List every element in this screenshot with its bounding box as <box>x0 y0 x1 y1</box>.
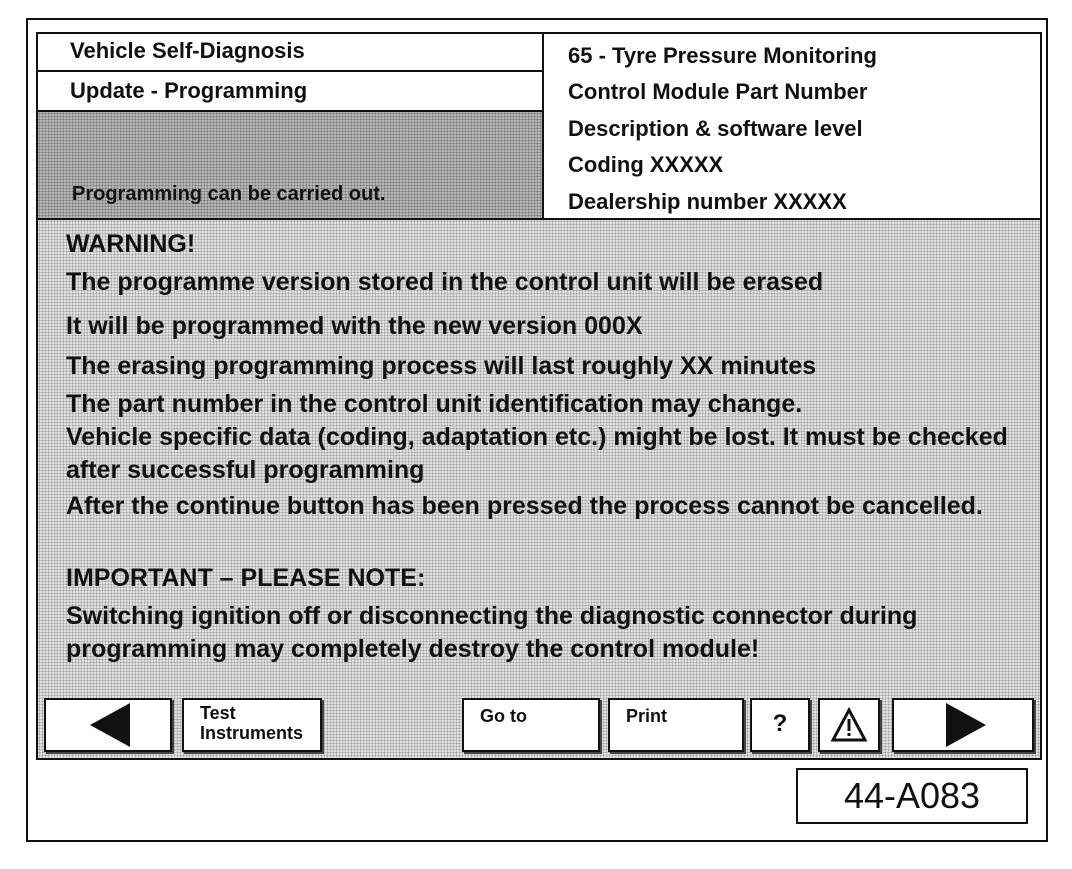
triangle-left-icon <box>46 700 170 750</box>
screen-subtitle: Update - Programming <box>38 72 542 112</box>
help-label: ? <box>772 710 788 737</box>
warning-heading: WARNING! <box>66 230 196 258</box>
toolbar <box>38 694 1040 758</box>
goto-label: Go to <box>480 706 527 726</box>
test-instruments-label-line1: Test <box>200 703 236 723</box>
message-line: The part number in the control unit identification may change. <box>66 390 803 418</box>
warning-triangle-icon <box>820 700 878 750</box>
coding-label: Coding XXXXX <box>568 152 724 178</box>
test-instruments-button[interactable] <box>182 698 322 752</box>
forward-button[interactable] <box>892 698 1034 752</box>
status-box <box>38 112 542 218</box>
message-line: The erasing programming process will last roughly XX minutes <box>66 352 817 380</box>
message-line: The programme version stored in the control unit will be erased <box>66 268 824 296</box>
print-label: Print <box>626 706 668 726</box>
print-button[interactable] <box>608 698 744 752</box>
test-instruments-label-line2: Instruments <box>200 723 304 743</box>
message-line: After the continue button has been pressed the process cannot be cancelled. <box>66 492 983 520</box>
message-line: Switching ignition off or disconnecting the diagnostic connector during programming may completely destroy the control module! <box>66 602 918 663</box>
module-name: 65 - Tyre Pressure Monitoring <box>568 43 877 68</box>
goto-button[interactable] <box>462 698 600 752</box>
back-button[interactable] <box>44 698 172 752</box>
software-level-label: Description & software level <box>568 115 863 141</box>
important-heading: IMPORTANT – PLEASE NOTE: <box>66 564 426 592</box>
help-button[interactable] <box>750 698 810 752</box>
message-line: Vehicle specific data (coding, adaptation etc.) might be lost. It must be checked after successful programming <box>66 423 1008 484</box>
message-line: It will be programmed with the new version 000X <box>66 312 643 340</box>
warning-button[interactable] <box>818 698 880 752</box>
part-number-label: Control Module Part Number <box>568 79 868 105</box>
triangle-right-icon <box>894 700 1032 750</box>
screen-title: Vehicle Self-Diagnosis <box>38 34 542 72</box>
figure-code: 44-A083 <box>796 768 1028 824</box>
dealership-number-label: Dealership number XXXXX <box>568 188 847 214</box>
module-info-panel <box>544 34 1040 218</box>
message-area <box>38 218 1040 694</box>
diagnosis-screen <box>36 32 1042 760</box>
header-left <box>38 34 544 218</box>
status-text: Programming can be carried out. <box>72 183 386 205</box>
header <box>38 34 1040 218</box>
